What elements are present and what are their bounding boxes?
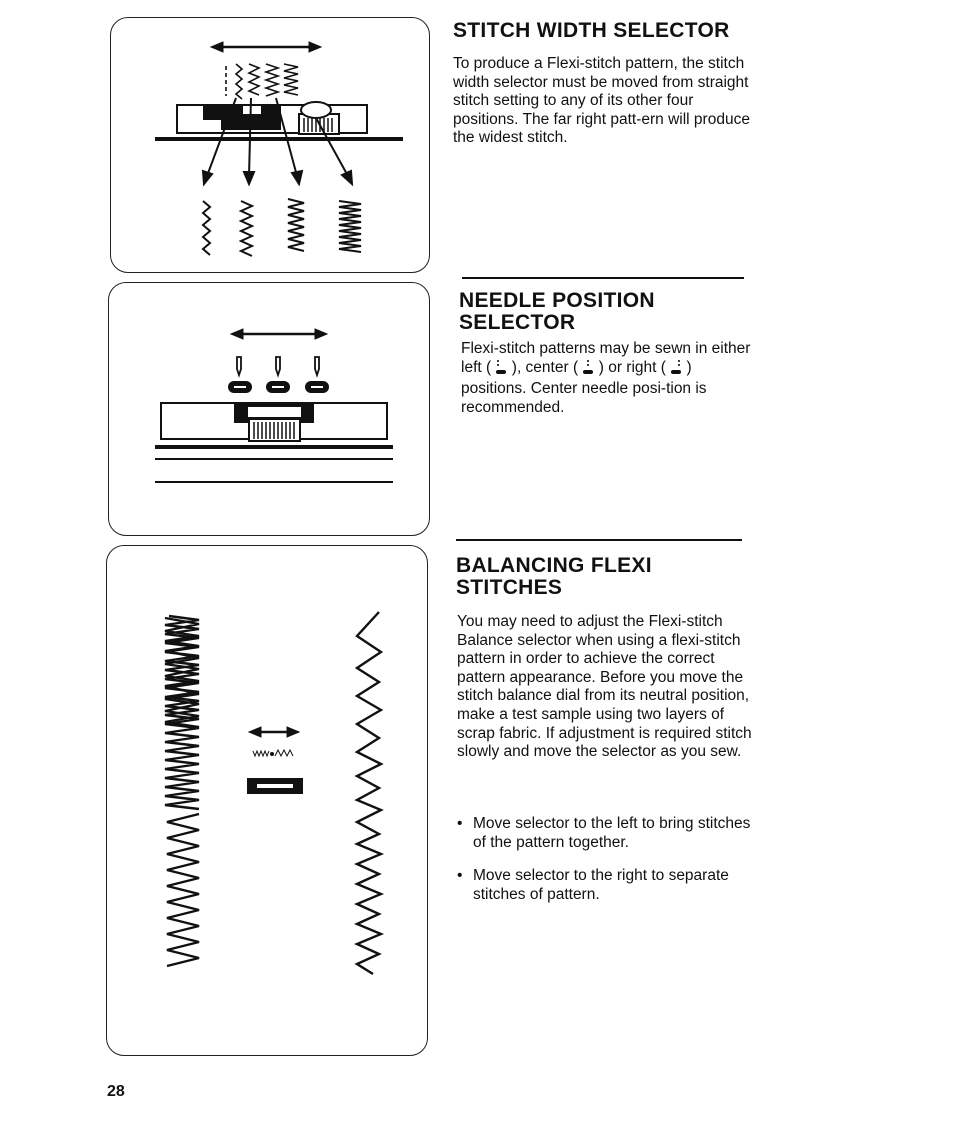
stitch-width-body: To produce a Flexi-stitch pattern, the stitch width selector must be moved from straight stitch setting to any of its other four positions. The far right patt-ern will produce the widest stitch. — [453, 55, 750, 147]
double-arrow-icon — [249, 727, 299, 737]
double-arrow-icon — [231, 329, 327, 339]
bullet-text: Move selector to the left to bring stitches of the pattern together. — [473, 815, 751, 851]
needle-position-text-4: ) positions. Center needle posi-tion is recommended. — [461, 358, 707, 416]
list-item — [456, 815, 766, 852]
zigzag-patterns-icon — [203, 199, 361, 256]
section-divider — [462, 277, 744, 279]
gathered-stitch-pattern-icon — [165, 616, 199, 966]
stitch-width-symbols-icon — [226, 64, 298, 99]
bullet-icon: • — [457, 867, 463, 885]
needle-position-illustration-panel — [108, 282, 430, 536]
needle-position-body — [461, 340, 756, 417]
selector-knob-icon — [247, 406, 302, 441]
needle-position-text-2: ), center ( — [511, 358, 579, 376]
balance-symbol-icon — [253, 750, 293, 756]
bullet-text: Move selector to the right to separate stitches of pattern. — [473, 867, 729, 903]
center-needle-position-icon — [582, 359, 594, 381]
stitch-width-illustration-panel — [110, 17, 430, 273]
balancing-body: You may need to adjust the Flexi-stitch Balance selector when using a flexi-stitch pattern in order to achieve the correct pattern appearance. Before you move the stitch balance dial from its neutral position, make a test sample using two layers of scrap fabric. If adjustment is required stitch slowly and move the selector as you sew. — [457, 613, 752, 761]
needle-position-text-3: ) or right ( — [598, 358, 666, 376]
needle-position-heading: NEEDLE POSITION SELECTOR — [459, 289, 655, 334]
section-divider — [456, 539, 742, 541]
stitch-width-heading: STITCH WIDTH SELECTOR — [453, 19, 730, 42]
bullet-icon: • — [457, 815, 463, 832]
needle-position-text-1: Flexi-stitch patterns may be sewn in either left ( — [461, 340, 751, 376]
separated-stitch-pattern-icon — [357, 612, 381, 974]
left-needle-position-icon — [495, 359, 507, 381]
right-needle-position-icon — [670, 359, 682, 381]
list-item — [456, 867, 766, 904]
balance-selector-icon — [247, 778, 303, 794]
stitch-width-diagram — [111, 18, 430, 273]
double-arrow-icon — [211, 42, 321, 52]
balancing-bullet-list — [456, 815, 766, 919]
needle-position-diagram — [109, 283, 430, 536]
balancing-diagram — [107, 546, 428, 1056]
needle-icons — [237, 357, 319, 375]
page-number: 28 — [107, 1083, 125, 1100]
balancing-illustration-panel — [106, 545, 428, 1056]
balancing-heading: BALANCING FLEXI STITCHES — [456, 554, 652, 599]
